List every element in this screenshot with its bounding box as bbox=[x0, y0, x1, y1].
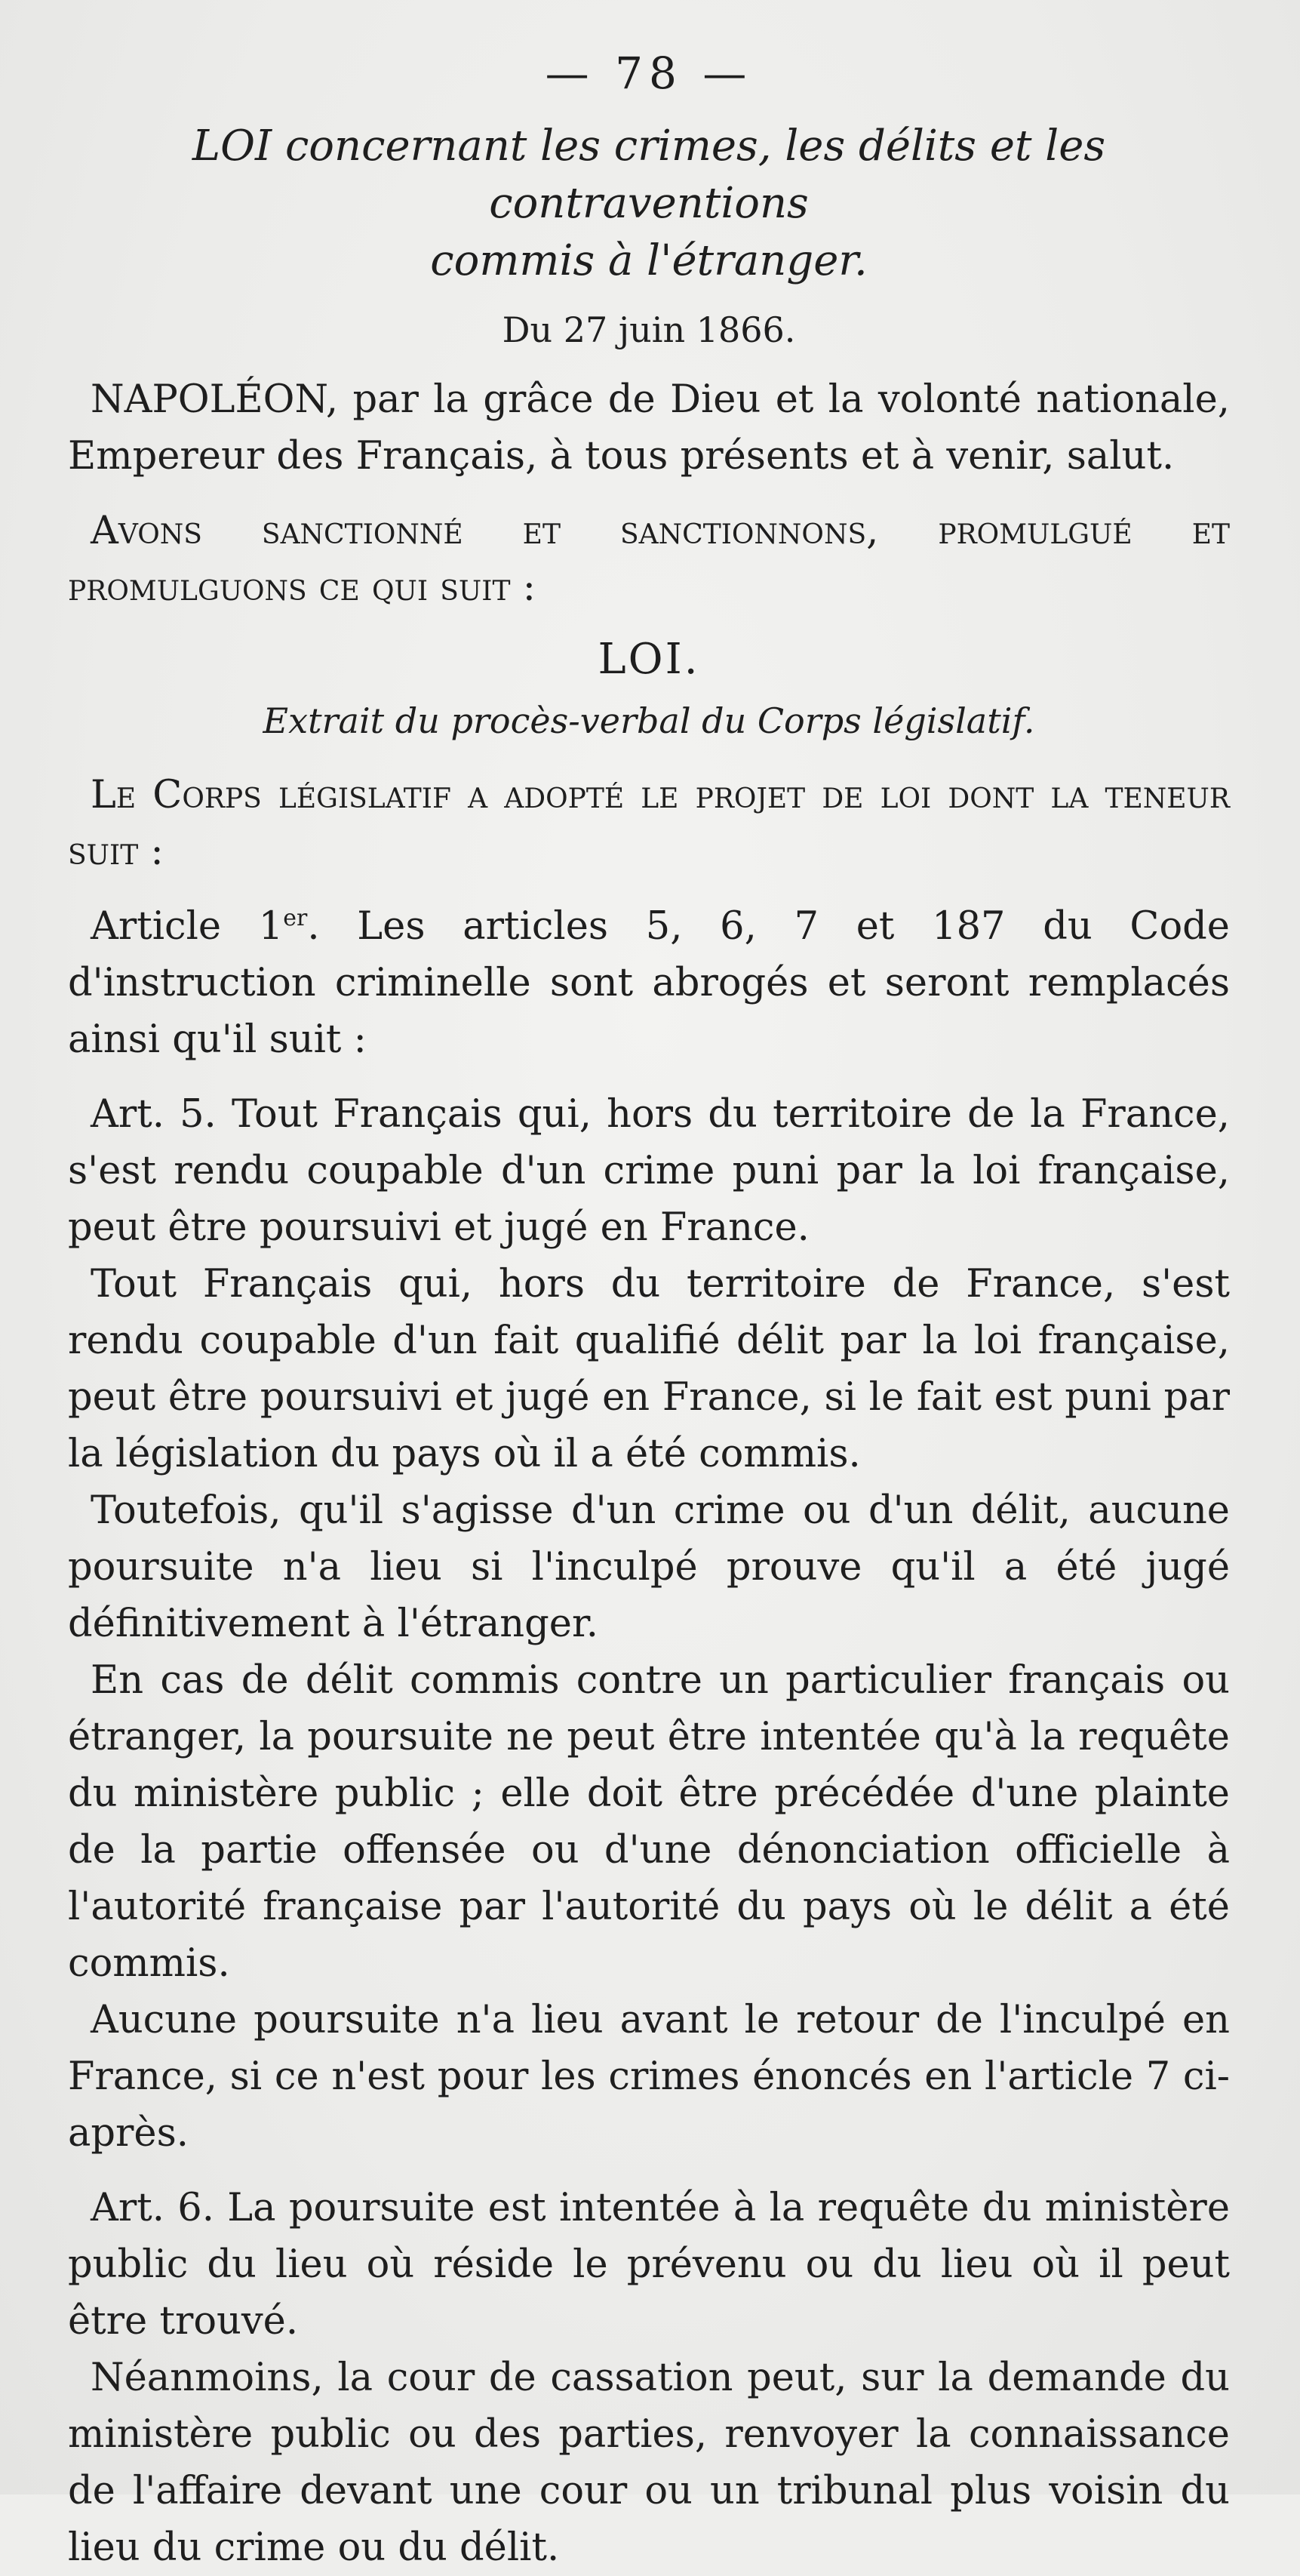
extrait-line: Extrait du procès-verbal du Corps législatif. bbox=[263, 700, 1035, 741]
art-6-paragraph-1: Art. 6. La poursuite est intentée à la requête du ministère public du lieu où réside le prévenu ou du lieu où il peut être trouvé. bbox=[68, 2186, 1230, 2344]
article-1-text: . Les articles 5, 6, 7 et 187 du Code d'instruction criminelle sont abrogés et seront remplacés ainsi qu'il suit : bbox=[68, 904, 1230, 1062]
article-1-label: Article 1 bbox=[91, 904, 284, 949]
art-5-paragraph-2: Tout Français qui, hors du territoire de France, s'est rendu coupable d'un fait qualifié délit par la loi française, peut être poursuivi et jugé en France, si le fait est puni par la législation du pays où il a été commis. bbox=[68, 1262, 1230, 1476]
art-5-paragraph-5: Aucune poursuite n'a lieu avant le retour de l'inculpé en France, si ce n'est pour les crimes énoncés en l'article 7 ci-après. bbox=[68, 1998, 1230, 2156]
page-number: — 78 — bbox=[545, 48, 753, 99]
article-1-paragraph bbox=[68, 898, 1230, 1068]
art-5-paragraph-3: Toutefois, qu'il s'agisse d'un crime ou d'un délit, aucune poursuite n'a lieu si l'inculpé prouve qu'il a été jugé définitivement à l'étranger. bbox=[68, 1488, 1230, 1646]
law-title-line-2: commis à l'étranger. bbox=[430, 236, 868, 285]
law-date: Du 27 juin 1866. bbox=[502, 309, 796, 350]
article-1-superscript: er bbox=[283, 905, 308, 931]
preamble-emperor: NAPOLÉON, par la grâce de Dieu et la volonté nationale, Empereur des Français, à tous présents et à venir, salut. bbox=[68, 377, 1230, 479]
loi-heading: LOI. bbox=[598, 635, 700, 684]
art-5-paragraph-1: Art. 5. Tout Français qui, hors du territoire de la France, s'est rendu coupable d'un crime puni par la loi française, peut être poursuivi et jugé en France. bbox=[68, 1092, 1230, 1250]
corps-legislatif-paragraph: Le Corps législatif a adopté le projet de loi dont la teneur suit : bbox=[68, 773, 1230, 874]
preamble-sanction: Avons sanctionné et sanctionnons, promulgué et promulguons ce qui suit : bbox=[68, 509, 1230, 610]
art-5-paragraph-4: En cas de délit commis contre un particulier français ou étranger, la poursuite ne peut être intentée qu'à la requête du ministère public ; elle doit être précédée d'une plainte de la partie offensée ou d'une dénonciation officielle à l'autorité française par l'autorité du pays où le délit a été commis. bbox=[68, 1658, 1230, 1986]
law-title-line-1: LOI concernant les crimes, les délits et les contraventions bbox=[192, 122, 1106, 228]
text-column bbox=[68, 47, 1230, 2576]
art-6-paragraph-2: Néanmoins, la cour de cassation peut, sur la demande du ministère public ou des parties, renvoyer la connaissance de l'affaire devant une cour ou un tribunal plus voisin du lieu du crime ou du délit. bbox=[68, 2356, 1230, 2570]
